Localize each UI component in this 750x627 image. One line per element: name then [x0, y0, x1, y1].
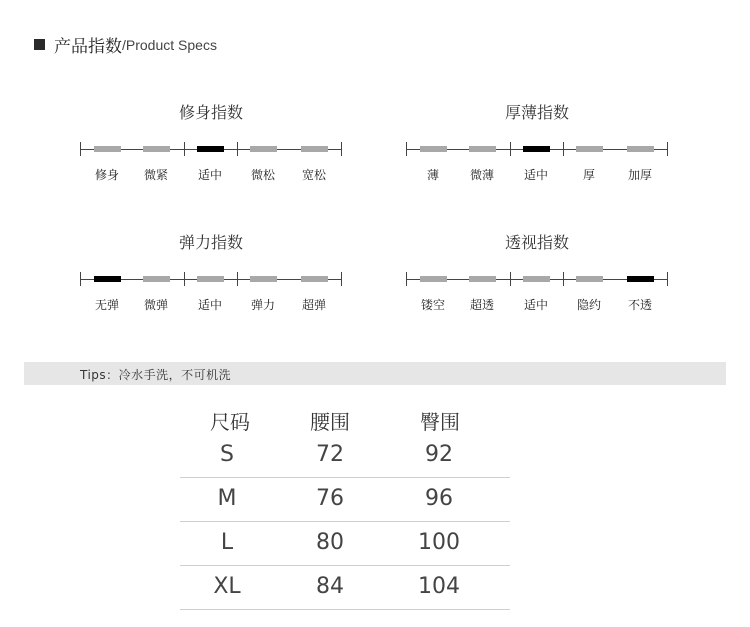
scale-mark — [250, 146, 277, 152]
scale-tick — [237, 272, 238, 286]
index-option-label: 宽松 — [301, 168, 326, 182]
scale-tick — [341, 272, 342, 286]
index-scale — [80, 272, 342, 286]
scale-mark — [627, 146, 654, 152]
scale-tick — [406, 272, 407, 286]
scale-mark-selected — [627, 276, 654, 282]
index-scale — [406, 142, 668, 156]
index-labels — [80, 166, 342, 182]
scale-mark — [469, 276, 496, 282]
index-option-label: 不透 — [627, 298, 652, 312]
scale-mark — [250, 276, 277, 282]
index-option-label: 适中 — [523, 168, 548, 182]
scale-tick — [563, 272, 564, 286]
scale-mark — [301, 276, 328, 282]
cell-waist: 80 — [316, 530, 344, 555]
row-divider — [180, 477, 510, 478]
scale-tick — [80, 142, 81, 156]
index-option-label: 镂空 — [420, 298, 445, 312]
care-tips-text: Tips：冷水手洗，不可机洗 — [80, 368, 232, 382]
row-divider — [180, 521, 510, 522]
index-option-label: 微弹 — [143, 298, 168, 312]
scale-mark-selected — [523, 146, 550, 152]
index-option-label: 修身 — [94, 168, 119, 182]
cell-waist: 72 — [316, 442, 344, 467]
section-title-zh: 产品指数 — [54, 37, 122, 57]
scale-mark — [420, 146, 447, 152]
index-option-label: 无弹 — [94, 298, 119, 312]
cell-size: XL — [213, 574, 241, 599]
scale-tick — [80, 272, 81, 286]
index-option-label: 隐约 — [576, 298, 601, 312]
cell-waist: 84 — [316, 574, 344, 599]
bullet-square-icon — [34, 39, 45, 50]
table-row — [180, 436, 510, 480]
cell-hip: 100 — [418, 530, 460, 555]
index-title: 透视指数 — [504, 233, 569, 252]
index-option-label: 加厚 — [627, 168, 652, 182]
scale-tick — [667, 272, 668, 286]
scale-mark — [523, 276, 550, 282]
cell-size: S — [220, 442, 234, 467]
index-labels — [406, 296, 668, 312]
scale-mark — [420, 276, 447, 282]
header-size: 尺码 — [210, 410, 250, 434]
index-option-label: 厚 — [582, 168, 595, 182]
scale-tick — [563, 142, 564, 156]
cell-waist: 76 — [316, 486, 344, 511]
scale-tick — [237, 142, 238, 156]
scale-tick — [184, 142, 185, 156]
scale-tick — [406, 142, 407, 156]
scale-tick — [667, 142, 668, 156]
index-option-label: 适中 — [197, 168, 222, 182]
scale-tick — [341, 142, 342, 156]
header-waist: 腰围 — [310, 410, 350, 434]
scale-mark — [576, 146, 603, 152]
index-option-label: 弹力 — [250, 298, 275, 312]
index-scale — [406, 272, 668, 286]
index-labels — [406, 166, 668, 182]
index-option-label: 微紧 — [143, 168, 168, 182]
scale-mark — [301, 146, 328, 152]
row-divider — [180, 565, 510, 566]
care-tips-bar — [24, 362, 726, 385]
cell-hip: 92 — [425, 442, 453, 467]
scale-mark-selected — [94, 276, 121, 282]
table-row — [180, 568, 510, 612]
scale-tick — [184, 272, 185, 286]
table-row — [180, 524, 510, 568]
section-title-en: /Product Specs — [122, 36, 217, 53]
index-option-label: 微松 — [250, 168, 275, 182]
scale-mark — [197, 276, 224, 282]
scale-tick — [510, 142, 511, 156]
index-labels — [80, 296, 342, 312]
cell-size: L — [220, 530, 234, 555]
scale-mark — [143, 146, 170, 152]
scale-mark — [576, 276, 603, 282]
scale-mark — [143, 276, 170, 282]
table-row — [180, 480, 510, 524]
index-title: 厚薄指数 — [504, 103, 569, 122]
index-title: 修身指数 — [178, 103, 243, 122]
scale-mark — [469, 146, 496, 152]
section-header — [34, 32, 217, 57]
index-option-label: 超透 — [469, 298, 494, 312]
index-option-label: 适中 — [523, 298, 548, 312]
index-option-label: 适中 — [197, 298, 222, 312]
index-option-label: 微薄 — [469, 168, 494, 182]
scale-tick — [510, 272, 511, 286]
cell-hip: 104 — [418, 574, 460, 599]
row-divider — [180, 609, 510, 610]
header-hip: 臀围 — [420, 410, 460, 434]
cell-size: M — [217, 486, 237, 511]
index-option-label: 薄 — [426, 168, 439, 182]
index-option-label: 超弹 — [301, 298, 326, 312]
scale-mark — [94, 146, 121, 152]
cell-hip: 96 — [425, 486, 453, 511]
scale-mark-selected — [197, 146, 224, 152]
index-scale — [80, 142, 342, 156]
index-title: 弹力指数 — [178, 233, 243, 252]
